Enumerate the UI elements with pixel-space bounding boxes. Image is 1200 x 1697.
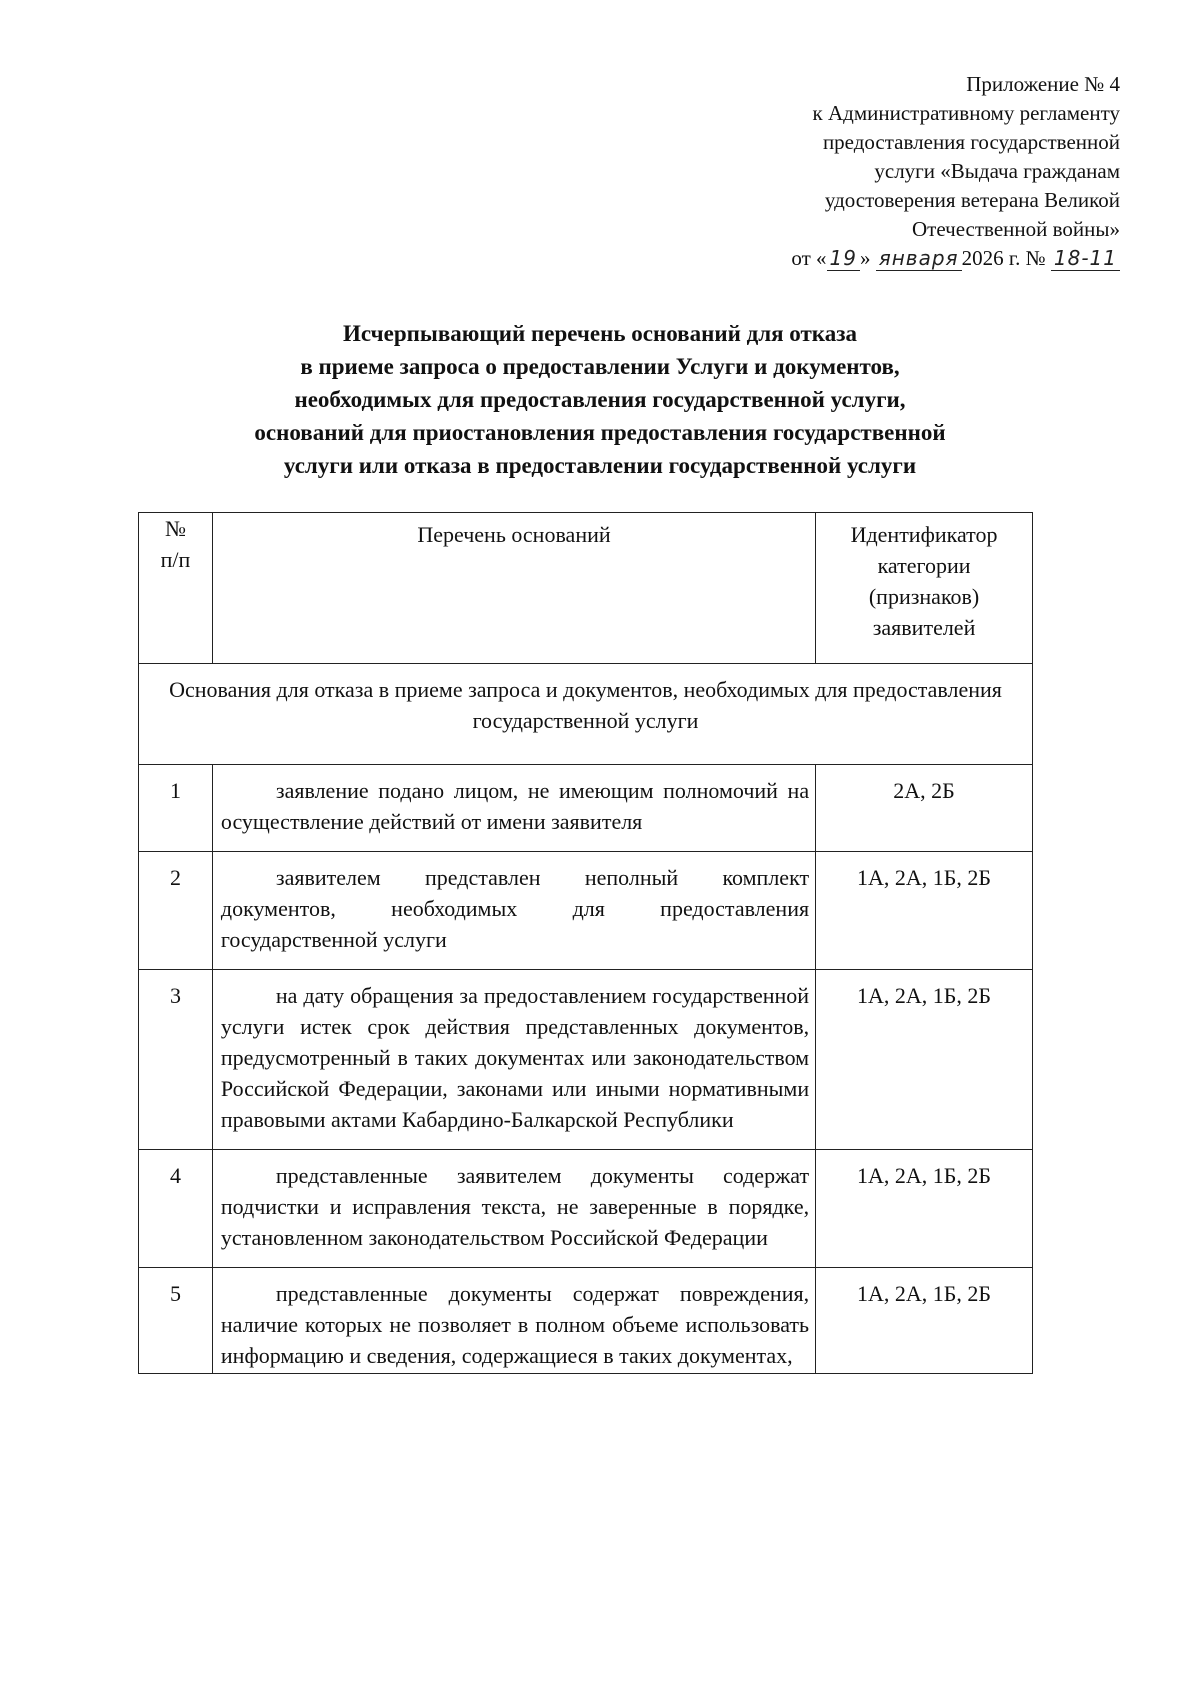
header-num [139,513,213,664]
appendix-line: Приложение № 4 [966,72,1120,96]
date-mid: » [859,246,871,270]
handwritten-month: января [876,246,962,271]
document-title [130,317,1070,482]
table-row [139,970,1033,1150]
row-ground-text: представленные документы содержат повреждения, наличие которых не позволяет в полном объеме использовать информацию и сведения, содержащиеся в таких документах, [220,1281,810,1368]
title-line: в приеме запроса о предоставлении Услуги и документов, [300,354,900,379]
date-year: 2026 г. № [961,246,1046,270]
row-ground [212,1150,815,1268]
row-category: 1А, 2А, 1Б, 2Б [816,970,1033,1150]
table-row [139,1150,1033,1268]
date-prefix: от « [791,246,827,270]
table-header-row [139,513,1033,664]
title-line: необходимых для предоставления государственной услуги, [294,387,906,412]
appendix-line: удостоверения ветерана Великой [824,188,1120,212]
header-category-identifier: Идентификатор категории (признаков) заявителей [816,513,1033,664]
table-row [139,765,1033,852]
row-category: 1А, 2А, 1Б, 2Б [816,852,1033,970]
row-number: 2 [139,852,213,970]
section-title: Основания для отказа в приеме запроса и документов, необходимых для предоставления государственной услуги [139,664,1033,765]
grounds-table [138,512,1033,1374]
row-ground [212,852,815,970]
row-number: 3 [139,970,213,1150]
row-category: 2А, 2Б [816,765,1033,852]
title-line: оснований для приостановления предоставления государственной [254,420,946,445]
header-num-abbr: п/п [160,547,191,572]
appendix-line: Отечественной войны» [912,217,1120,241]
header-grounds-list: Перечень оснований [212,513,815,664]
handwritten-day: 19 [827,246,860,271]
title-line: услуги или отказа в предоставлении государственной услуги [283,453,917,478]
appendix-header [700,70,1120,273]
appendix-line: услуги «Выдача гражданам [874,159,1120,183]
row-ground-text: представленные заявителем документы содержат подчистки и исправления текста, не заверенные в порядке, установленном законодательством Российской Федерации [220,1163,810,1250]
row-ground [212,970,815,1150]
row-number: 4 [139,1150,213,1268]
row-category: 1А, 2А, 1Б, 2Б [816,1150,1033,1268]
row-category: 1А, 2А, 1Б, 2Б [816,1268,1033,1374]
row-ground-text: заявление подано лицом, не имеющим полномочий на осуществление действий от имени заявителя [220,778,810,834]
appendix-line: предоставления государственной [822,130,1120,154]
handwritten-number: 18-11 [1051,246,1120,271]
row-number: 1 [139,765,213,852]
row-ground [212,1268,815,1374]
appendix-date-line [700,244,1120,273]
table-row [139,852,1033,970]
title-line: Исчерпывающий перечень оснований для отказа [343,321,857,346]
table-row [139,1268,1033,1374]
header-num-sign: № [164,516,186,541]
section-row [139,664,1033,765]
row-ground-text: на дату обращения за предоставлением государственной услуги истек срок действия представленных документов, предусмотренный в таких документах или законодательством Российской Федерации, законами или иными нормативными правовыми актами Кабардино-Балкарской Республики [220,983,810,1132]
row-number: 5 [139,1268,213,1374]
row-ground-text: заявителем представлен неполный комплект документов, необходимых для предоставления государственной услуги [220,865,810,952]
appendix-line: к Административному регламенту [812,101,1120,125]
row-ground [212,765,815,852]
